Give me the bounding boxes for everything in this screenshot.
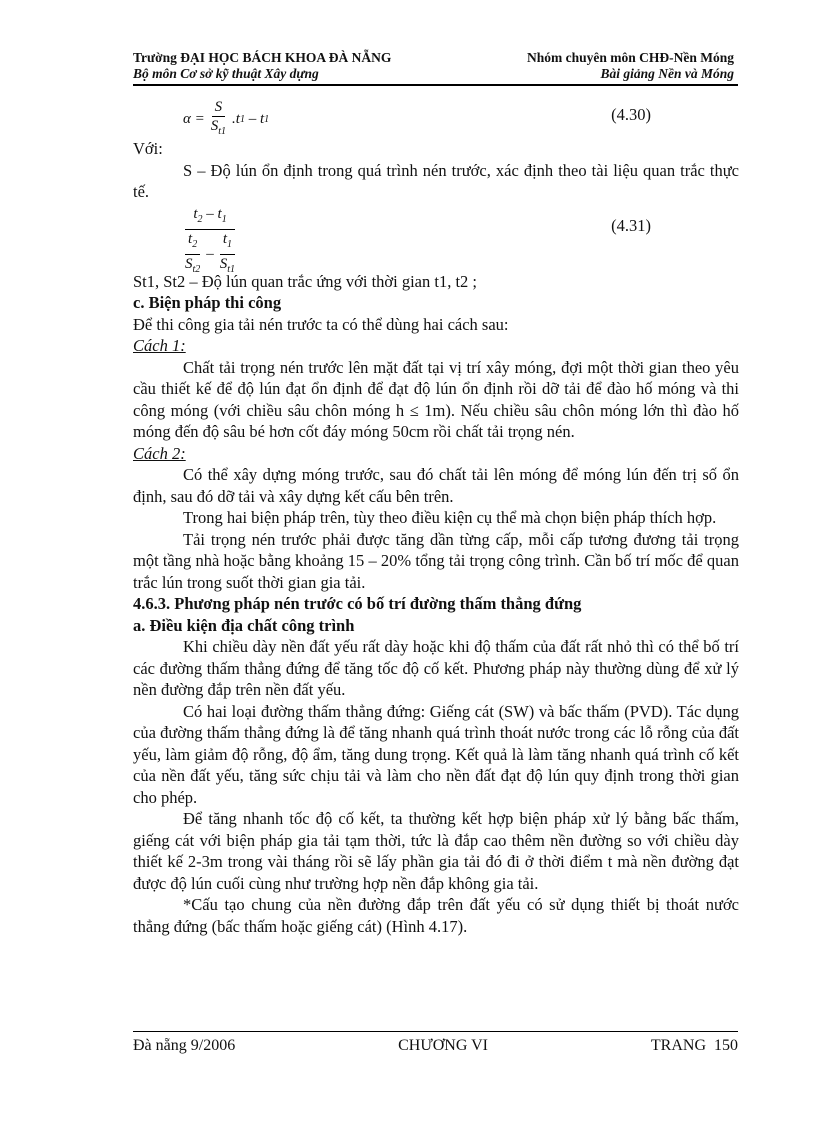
paragraph-cach-1: Chất tải trọng nén trước lên mặt đất tại vị trí xây móng, đợi một thời gian theo yêu cầu thiết kế để độ lún đạt ổn định để đạt độ lún ổn định rồi dỡ tải để đào hố móng và thi công móng (với chiều sâu chôn móng h ≤ 1m). Nếu chiều sâu chôn móng lớn thì đào hố móng đến độ sâu bé hơn cốt đáy móng 50cm rồi chất tải trọng nén. — [133, 357, 739, 441]
paragraph-trong: Trong hai biện pháp trên, tùy theo điều kiện cụ thể mà chọn biện pháp thích hợp. — [183, 508, 717, 527]
header-group: Nhóm chuyên môn CHĐ-Nền Móng — [526, 50, 734, 65]
footer-page-number: TRANG 150 — [650, 1037, 738, 1054]
header-department: Bộ môn Cơ sở kỹ thuật Xây dựng — [133, 66, 319, 81]
footer-date: Đà nẵng 9/2006 — [133, 1037, 236, 1054]
page-footer — [133, 1037, 738, 1055]
heading-a: a. Điều kiện địa chất công trình — [133, 615, 355, 635]
paragraph-cau-tao: *Cấu tạo chung của nền đường đắp trên đất yếu có sử dụng thiết bị thoát nước thẳng đứng (bấc thấm hoặc giếng cát) (Hình 4.17). — [133, 895, 739, 936]
label-cach-1: Cách 1: — [133, 336, 186, 355]
equation-4-30: α = $\frac{S}{S_{t1}}$ .t 1 – t 1 (4.30) — [183, 99, 651, 137]
label-cach-2: Cách 2: — [133, 443, 186, 463]
equation-number: (4.30) — [611, 105, 651, 124]
paragraph-intro-c: Để thi công gia tải nén trước ta có thể dùng hai cách sau: — [133, 314, 509, 334]
paragraph-s-definition: S – Độ lún ổn định trong quá trình nén trước, xác định theo tài liệu quan trắc thực tế. — [133, 160, 739, 201]
heading-c: c. Biện pháp thi công — [133, 293, 282, 312]
header-university: Trường ĐẠI HỌC BÁCH KHOA ĐÀ NẴNG — [133, 50, 392, 65]
equation-number: (4.31) — [611, 215, 651, 235]
header-rule — [133, 84, 738, 86]
header-course: Bài giảng Nền và Móng — [600, 66, 734, 81]
page-header — [133, 50, 734, 82]
paragraph-co-hai-loai: Có hai loại đường thấm thẳng đứng: Giếng cát (SW) và bấc thấm (PVD). Tác dụng của đường thấm thẳng đứng là để tăng nhanh quá trình thoát nước trong các lỗ rỗng của đất yếu, làm giảm độ rỗng, độ ẩm, tăng dung trọng. Kết quả là làm tăng nhanh quá trình cố kết của nền đất yếu, tăng sức chịu tải và làm cho nền đất đạt độ lún quy định trong thời gian cho phép. — [133, 701, 739, 807]
footer-chapter: CHƯƠNG VI — [398, 1037, 488, 1054]
heading-4-6-3: 4.6.3. Phương pháp nén trước có bố trí đường thấm thẳng đứng — [133, 594, 582, 613]
paragraph-tai-trong: Tải trọng nén trước phải được tăng dần từng cấp, mỗi cấp tương đương tải trọng một tầng nhà hoặc bằng khoảng 15 – 20% tổng tải trọng công trình. Cần bố trí mốc để quan trắc lún trong suốt thời gian gia tải. — [133, 529, 739, 592]
equation-4-31: $t_2 - t_1$ $\frac{t_2}{S_{t2}}$ – $\frac{t_1}{S_{t1}}$ (4.31) — [185, 205, 651, 275]
document-body — [133, 98, 739, 937]
paragraph-st-definition: St1, St2 – Độ lún quan trắc ứng với thời gian t1, t2 ; — [133, 271, 478, 291]
paragraph-khi: Khi chiều dày nền đất yếu rất dày hoặc khi độ thấm của đất rất nhỏ thì có thể bố trí các đường thấm thẳng đứng để tăng tốc độ cố kết. Phương pháp này thường dùng để xử lý nền đường đắp trên nền đất yếu. — [133, 637, 739, 699]
voi-label: Với: — [133, 139, 163, 158]
paragraph-cach-2: Có thể xây dựng móng trước, sau đó chất tải lên móng để móng lún đến trị số ổn định, sau đó dỡ tải và xây dựng kết cấu bên trên. — [133, 465, 739, 506]
paragraph-de-tang: Để tăng nhanh tốc độ cố kết, ta thường kết hợp biện pháp xử lý bằng bấc thấm, giếng cát với biện pháp gia tải tạm thời, tức là đắp cao thêm nền đường so với chiều dày thiết kế 2-3m trong vài tháng rồi sẽ lấy phần gia tải đó đi ở thời điểm t mà nền đường đạt được độ lún cuối cùng như trường hợp nền đắp không gia tải. — [133, 809, 739, 893]
footer-rule — [133, 1031, 738, 1032]
